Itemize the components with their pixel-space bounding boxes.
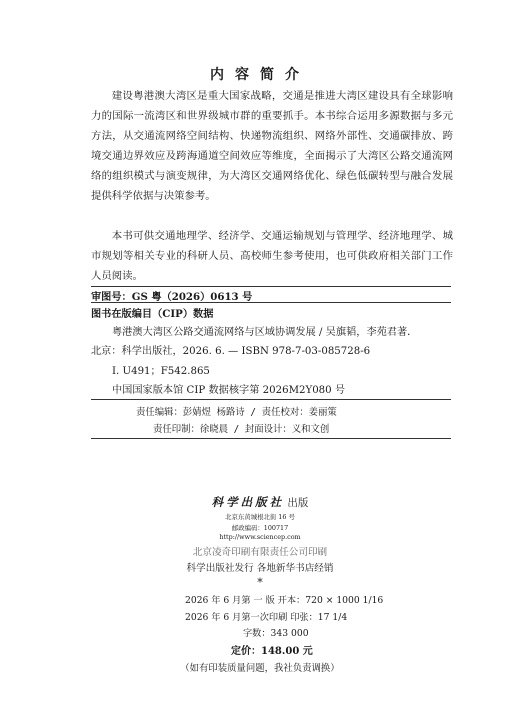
colophon-notice: （如有印装质量问题，我社负责调换） [180,663,340,674]
editors-line-2: 责任印制：徐晓晨 / 封面设计：义和文创 [153,424,330,435]
colophon-printing: 2026 年 6 月第一次印刷 印张：17 1/4 [185,612,348,623]
publisher-address: 北京东黄城根北街 16 号 [225,513,295,521]
approval-number: 审图号：GS 粤（2026）0613 号 [91,291,253,303]
colophon-price: 定价：148.00 元 [231,646,313,657]
intro-title: 内容简介 [210,67,310,83]
divider-cip-bottom [91,399,451,400]
cip-classification-line: Ⅰ. U491；F542.865 [112,366,210,377]
colophon-word-count: 字数：343 000 [243,628,309,639]
cip-record-line: 中国国家版本馆 CIP 数据核字第 2026M2Y080 号 [112,385,346,396]
printer-line: 北京凌奇印刷有限责任公司印刷 [192,547,328,558]
cip-publication-line: 北京：科学出版社，2026. 6. — ISBN 978-7-03-085728-6 [91,346,371,357]
publisher-logo: 科学出版社 [211,495,285,509]
publisher-website: http://www.sciencep.com [219,533,301,541]
intro-paragraph-2: 本书可供交通地理学、经济学、交通运输规划与管理学、经济地理学、城市规划等相关专业的科研人员、高校师生参考使用，也可供政府相关部门工作人员阅读。 [91,230,453,282]
publisher-name-suffix: 出版 [287,497,309,509]
intro-paragraph-1: 建设粤港澳大湾区是重大国家战略，交通是推进大湾区建设具有全球影响力的国际一流湾区和世界级城市群的重要抓手。本书综合运用多源数据与多元方法，从交通流网络空间结构、快递物流组织、网络外部性、交通碳排放、跨境交通边界效应及跨海通道空间效应等维度，全面揭示了大湾区公路交通流网络的组织模式与演变规律，为大湾区交通网络优化、绿色低碳转型与融合发展提供科学依据与决策参考。 [91,90,453,202]
editors-line-1: 责任编辑：彭婧煜 杨路诗 / 责任校对：姜丽策 [136,407,337,418]
divider-editors [91,438,451,439]
colophon-star: * [257,576,263,589]
distribution-line: 科学出版社发行 各地新华书店经销 [186,563,334,574]
divider-cip [91,302,451,303]
colophon-edition: 2026 年 6 月第 一 版 开本：720 × 1000 1/16 [185,595,384,606]
cip-title-line: 粤港澳大湾区公路交通流网络与区域协调发展 / 吴旗韬，李苑君著． [112,327,418,338]
cip-header: 图书在版编目（CIP）数据 [91,308,214,320]
publisher-name [0,494,520,510]
publisher-postcode: 邮政编码：100717 [231,524,289,532]
divider-top [91,286,451,287]
